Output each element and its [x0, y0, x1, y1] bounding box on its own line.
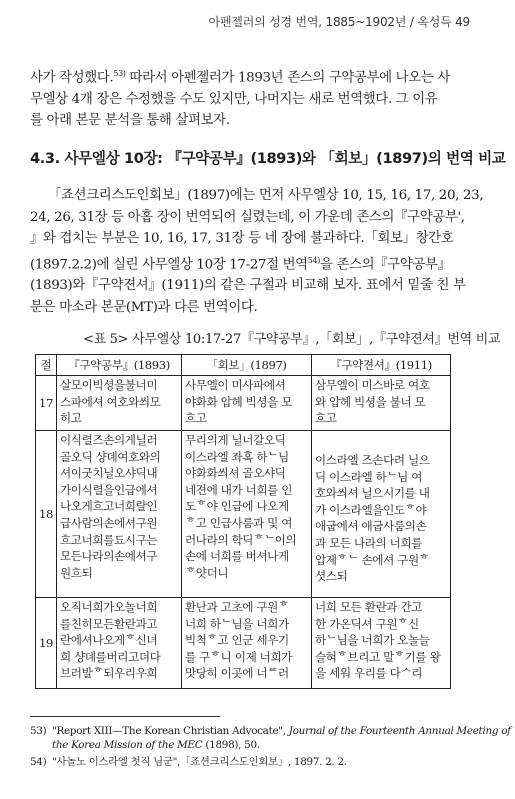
- table-row: [36, 376, 451, 431]
- paragraph-2-line: 「죠션크리스도인회보」(1897)에는 먼저 사무엘상 10, 15, 16, 17, 20, 23,: [48, 188, 484, 203]
- comparison-table: [35, 354, 451, 689]
- footnote-ref-53[interactable]: 53): [113, 69, 126, 78]
- paragraph-2-text: (1897.2.2)에 실린 사무엘상 10장 17-27절 번역: [30, 256, 308, 272]
- table-row: [36, 431, 451, 598]
- footnote-journal: the Korea Mission of the MEC: [52, 739, 203, 751]
- verse-number: 17: [36, 376, 57, 431]
- header-verse: 절: [36, 355, 57, 376]
- footnote-text: "사놀노 이스라엘 첫직 님군",「죠션크리스도인회보」, 1897. 2. 2.: [52, 756, 347, 768]
- paragraph-1: [30, 63, 476, 132]
- paragraph-1-text: 따라서 아펜젤러가 1893년 존스의 구약공부에 나오는 사: [125, 70, 450, 86]
- paragraph-2-text: 을 존스의『구약공부』: [320, 256, 451, 272]
- footnote-separator: [30, 716, 220, 717]
- footnote-number: 54): [30, 756, 47, 768]
- cell-guyak-jeonseo: 삼무엘이 미스바로 여호 와 압헤 빅셩을 불너 모 흐고: [312, 376, 451, 431]
- verse-number: 19: [36, 598, 57, 689]
- header-guyak-jeonseo: 『구약젼셔』(1911): [312, 355, 451, 376]
- cell-guyak-jeonseo: 너희 모든 환란과 간고 한 가온딕셔 구원ᄒ신 하ᄂ님을 너희가 오놀늘 슬혀ᄒ브리고 말ᄒ기를 왕 을 세워 우리를 다ᄉ리: [312, 598, 451, 689]
- header-guyak-gongbu: 『구약공부』(1893): [57, 355, 182, 376]
- section-heading: 4.3. 사무엘상 10장: 『구약공부』(1893)와 「회보」(1897)의 번역 비교: [30, 150, 506, 167]
- cell-hoebo: 환난과 고초에 구원ᄒ 너희 하ᄂ님을 너희가 빅척ᄒ고 인군 세우기 를 구ᄒ니 이제 너희가 맛당히 이곳에 너ᄅ러: [182, 598, 312, 689]
- paragraph-2-line: 』와 겹치는 부분은 10, 16, 17, 31장 등 네 장에 불과하다.「회보」창간호: [30, 231, 454, 246]
- cell-guyak-gongbu: 오직너희가오놀너희 를친히모든환란과고 란에셔나오게ᄒ신녀 희 샹뎨를버리고뎌다 브러발ᄒ되우리우희: [57, 598, 182, 689]
- cell-hoebo: 무리의게 닐너갈오딕 이스라엘 좌혹 하ᄂ님 야화화씌셔 골오샤딕 네젼에 내가 너희를 인 도ᄒ야 인급에 나오게 ᄒ고 인급사룸과 및 여 러나라의 학딕ᄒᄂ이의 손에 너희를 버셔나게 ᄒ얏더니: [182, 431, 312, 598]
- paragraph-2-line: 분은 마소라 본문(MT)과 다른 번역이다.: [30, 299, 258, 315]
- table-header-row: [36, 355, 451, 376]
- running-header: 아펜젤러의 성경 번역, 1885~1902년 / 옥성득 49: [208, 15, 470, 29]
- paragraph-2-line: 24, 26, 31장 등 아홉 장이 번역되어 실렸는데, 이 가운데 존스의『구약공부',: [30, 209, 465, 225]
- footnote-text: (1898), 50.: [202, 739, 260, 751]
- table-row: [36, 598, 451, 689]
- footnote-ref-54[interactable]: 54): [307, 255, 321, 265]
- footnote-journal: Journal of the Fourteenth Annual Meeting of: [288, 725, 511, 737]
- paragraph-1-line: 무엘상 4개 장은 수정했을 수도 있지만, 나머지는 새로 번역했다. 그 이유: [30, 91, 438, 107]
- footnote-54: [30, 755, 480, 769]
- header-hoebo: 「회보」(1897): [182, 355, 312, 376]
- table-caption: <표 5> 사무엘상 10:17-27『구약공부』,「회보」,『구약젼셔』번역 비교: [83, 332, 501, 347]
- cell-guyak-gongbu: 살모이빅셩을불너미 스파에셔 여호와씌모 히고: [57, 376, 182, 431]
- footnote-number: 53): [30, 725, 47, 737]
- footnote-53: [30, 724, 511, 752]
- cell-guyak-jeonseo: 이스라엘 즈손다려 닐으 딕 이스라엘 하ᄂ님 여 호와씌셔 닐으시기를 내 가 이스라엘을인도ᄒ야 애굽에셔 애굽사룸의손 과 모든 나라의 너희를 압제ᄒᄂ 손에셔 구원ᄒ 셧스되: [312, 431, 451, 598]
- cell-hoebo: 사무엘이 미사파에셔 야화화 압헤 빅셩을 모 흐고: [182, 376, 312, 431]
- paragraph-2-line: (1893)와『구약젼셔』(1911)의 같은 구절과 비교해 보자. 표에서 밑줄 친 부: [30, 278, 466, 294]
- cell-guyak-gongbu: 이식렬즈손의게닐러 골오딕 샹뎨여호와의 셔이굿치닐오샤딕내 가이식렬을인급에셔 나오게흐고너희랄인 급사람의손에셔구원 흐고너희를됴시구는 모든나라의손에셔구 원흐되: [57, 431, 182, 598]
- footnote-text: "Report XIII—The Korean Christian Advocate",: [52, 725, 286, 737]
- verse-number: 18: [36, 431, 57, 598]
- paragraph-1-text: 사가 작성했다.: [30, 70, 114, 86]
- paragraph-1-line: 를 아래 본문 분석을 통해 살펴보자.: [30, 113, 230, 129]
- paragraph-2: [30, 185, 484, 318]
